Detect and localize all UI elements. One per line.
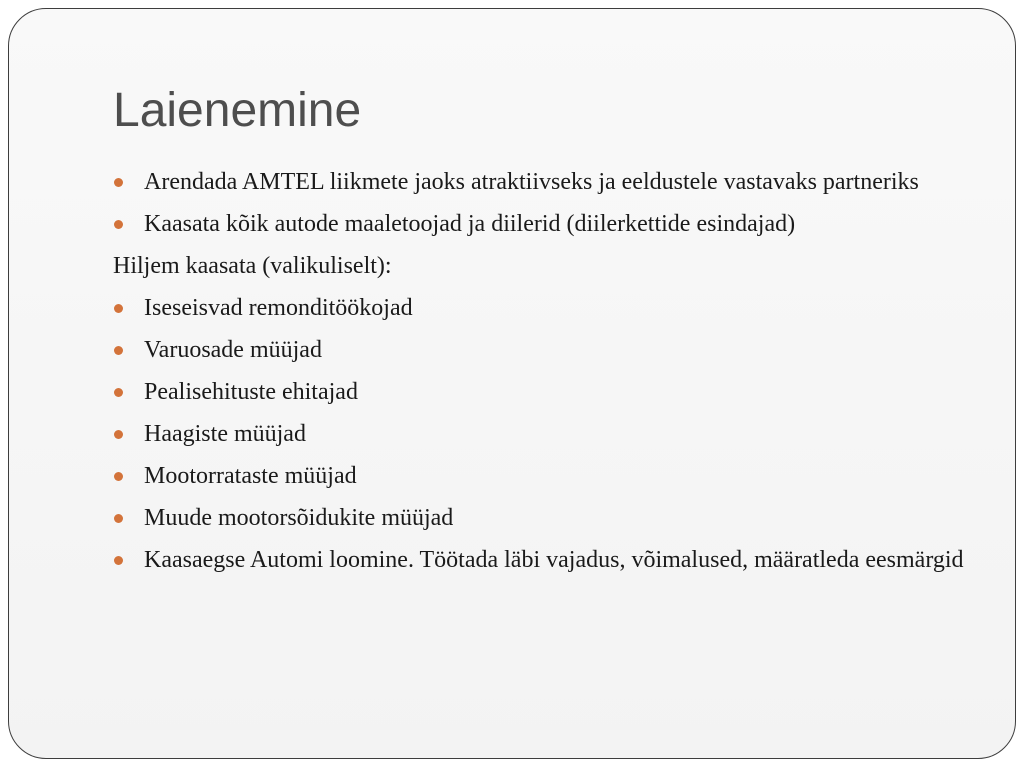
bullet-text: Iseseisvad remonditöökojad [144,295,413,321]
bullet-item [113,334,973,366]
bullet-dot-icon [114,472,123,481]
bullet-dot-icon [114,304,123,313]
slide-body [113,166,973,586]
bullet-item [113,292,973,324]
bullet-dot-icon [114,388,123,397]
bullet-text: Kaasata kõik autode maaletoojad ja diilerid (diilerkettide esindajad) [144,211,796,237]
bullet-text: Pealisehituste ehitajad [144,379,358,405]
bullet-item [113,544,973,576]
bullet-item [113,418,973,450]
bullet-item [113,502,973,534]
plain-paragraph [113,250,973,282]
bullet-dot-icon [114,514,123,523]
slide-title: Laienemine [113,84,362,137]
bullet-text: Kaasaegse Automi loomine. Töötada läbi vajadus, võimalused, määratleda eesmärgid [144,547,964,573]
bullet-text: Muude mootorsõidukite müüjad [144,505,454,531]
bullet-dot-icon [114,430,123,439]
bullet-dot-icon [114,220,123,229]
bullet-text: Mootorrataste müüjad [144,463,357,489]
bullet-item [113,166,973,198]
paragraph-text: Hiljem kaasata (valikuliselt): [113,253,392,279]
bullet-dot-icon [114,178,123,187]
bullet-text: Haagiste müüjad [144,421,306,447]
bullet-text: Varuosade müüjad [144,337,322,363]
bullet-item [113,376,973,408]
bullet-dot-icon [114,556,123,565]
bullet-item [113,460,973,492]
bullet-dot-icon [114,346,123,355]
bullet-item [113,208,973,240]
bullet-text: Arendada AMTEL liikmete jaoks atraktiivseks ja eeldustele vastavaks partneriks [144,169,919,195]
